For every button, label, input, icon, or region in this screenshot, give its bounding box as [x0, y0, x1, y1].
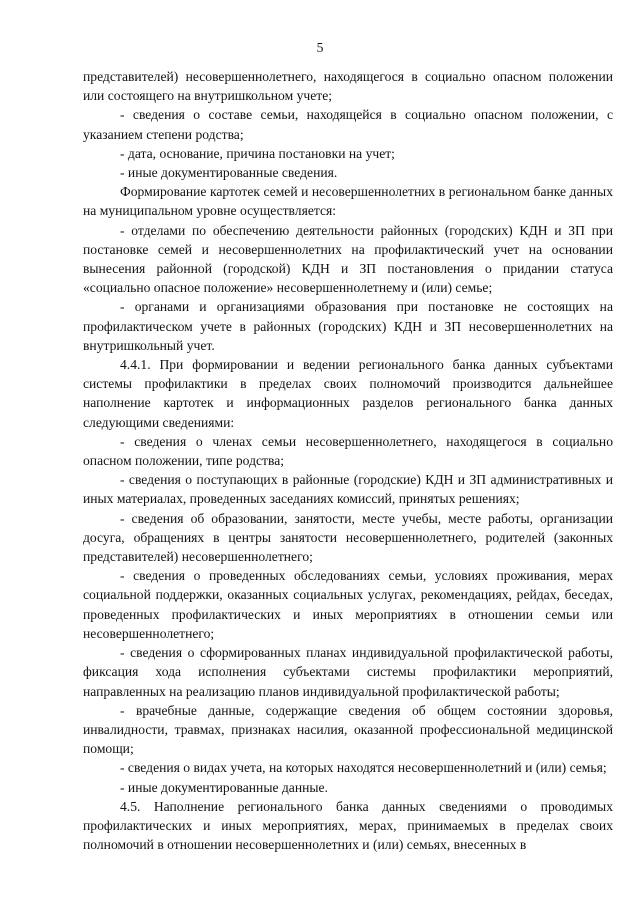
paragraph: - дата, основание, причина постановки на учет;	[120, 145, 395, 161]
document-body	[83, 67, 613, 854]
paragraph: - сведения о сформированных планах индивидуальной профилактической работы, фиксация хода исполнения субъектами системы профилактики мероприятий, направленных на реализацию планов индивидуальной профилактической работы;	[83, 645, 613, 699]
paragraph: - врачебные данные, содержащие сведения об общем состоянии здоровья, инвалидности, травмах, признаках насилия, оказанной профессиональной медицинской помощи;	[83, 702, 613, 757]
paragraph: - сведения о поступающих в районные (городские) КДН и ЗП административных и иных материалах, проведенных заседаниях комиссий, принятых решениях;	[83, 472, 613, 507]
paragraph: - органами и организациями образования при постановке не состоящих на профилактическом учете в районных (городских) КДН и ЗП несовершеннолетних на внутришкольный учет.	[83, 299, 613, 353]
paragraph: - иные документированные сведения.	[120, 165, 338, 181]
paragraph: - отделами по обеспечению деятельности районных (городских) КДН и ЗП при постановке семей и несовершеннолетних на профилактический учет на основании вынесения районной (городской) КДН и ЗП постановления о придании статуса «социально опасное положение» несовершеннолетнему и (или) семье;	[83, 222, 613, 296]
paragraph: 4.5. Наполнение регионального банка данных сведениями о проводимых профилактических и иных мероприятиях, мерах, принимаемых в пределах своих полномочий в отношении несовершеннолетних и (или) семьях, внесенных в	[83, 798, 613, 853]
paragraph: - иные документированные данные.	[120, 779, 328, 795]
paragraph: представителей) несовершеннолетнего, находящегося в социально опасном положении или состоящего на внутришкольном учете;	[83, 69, 613, 104]
page-number: 5	[316, 40, 324, 55]
paragraph: - сведения о составе семьи, находящейся в социально опасном положении, с указанием степени родства;	[83, 107, 613, 142]
paragraph: - сведения о проведенных обследованиях семьи, условиях проживания, мерах социальной поддержки, оказанных социальных услугах, рекомендациях, рейдах, беседах, проведенных профилактических и иных мероприятиях в отношении семьи или несовершеннолетнего;	[83, 568, 613, 641]
paragraph: - сведения об образовании, занятости, месте учебы, месте работы, организации досуга, обращениях в центры занятости несовершеннолетнего, родителей (законных представителей) несовершеннолетнего;	[83, 510, 613, 565]
paragraph: Формирование картотек семей и несовершеннолетних в региональном банке данных на муниципальном уровне осуществляется:	[83, 184, 613, 219]
paragraph: 4.4.1. При формировании и ведении регионального банка данных субъектами системы профилактики в пределах своих полномочий производится дальнейшее наполнение картотек и информационных разделов регионального банка данных следующими сведениями:	[83, 357, 613, 430]
paragraph: - сведения о членах семьи несовершеннолетнего, находящегося в социально опасном положении, типе родства;	[83, 433, 613, 469]
paragraph: - сведения о видах учета, на которых находятся несовершеннолетний и (или) семья;	[120, 760, 607, 776]
